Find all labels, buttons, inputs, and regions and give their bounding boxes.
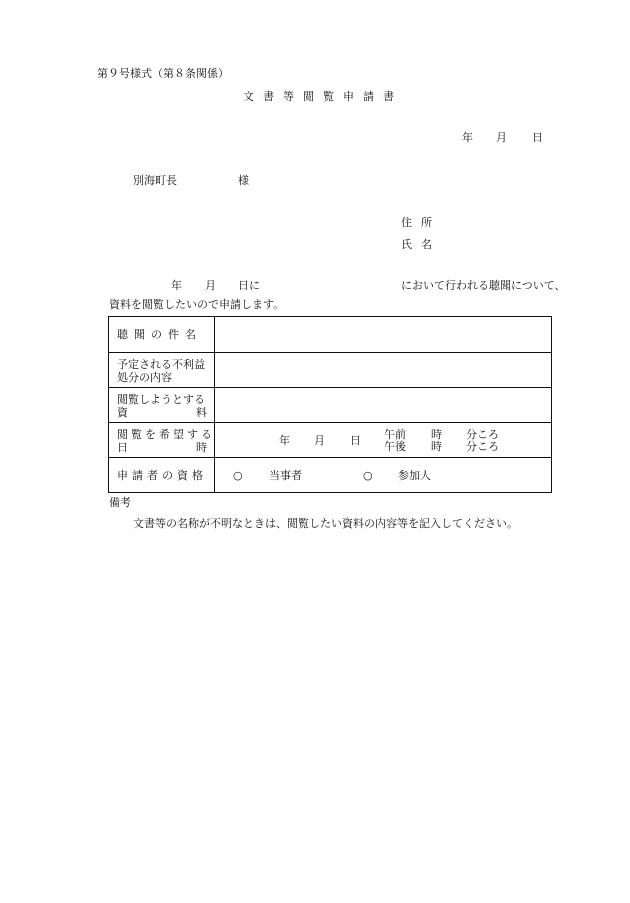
datetime-month: 月 — [314, 434, 325, 447]
datetime-approx-am: 分ころ — [466, 428, 499, 441]
label-materials-char1: 資 — [117, 406, 128, 419]
label-qualification: 申請者の資格 — [117, 469, 207, 482]
label-materials-line2 — [117, 407, 207, 418]
party-label: 当事者 — [269, 469, 302, 482]
participant-radio[interactable]: ○ — [363, 469, 373, 482]
datetime-hour-pm: 時 — [431, 440, 442, 453]
label-datetime-char2: 時 — [196, 441, 207, 454]
datetime-approx-pm: 分ころ — [466, 440, 499, 453]
datetime-year: 年 — [279, 434, 290, 447]
body-month: 月 — [205, 279, 216, 292]
request-table — [108, 316, 552, 493]
name-label: 氏名 — [401, 238, 441, 251]
body-line1-tail: において行われる聴聞について、 — [401, 279, 566, 292]
date-year: 年 — [462, 131, 473, 144]
datetime-am: 午前 — [384, 428, 406, 441]
date-day: 日 — [532, 131, 543, 144]
table-row — [109, 317, 551, 352]
party-radio[interactable]: ○ — [233, 469, 243, 482]
notes-text: 文書等の名称が不明なときは、閲覧したい資料の内容等を記入してください。 — [133, 517, 518, 530]
addressee-honorific: 様 — [238, 174, 249, 187]
participant-label: 参加人 — [398, 469, 431, 482]
table-label-cell — [109, 353, 215, 387]
table-row — [109, 352, 551, 387]
body-day: 日に — [238, 279, 260, 292]
materials-field[interactable] — [215, 388, 551, 422]
page-title: 文書等閲覧申請書 — [243, 90, 403, 103]
address-label: 住所 — [401, 216, 441, 229]
label-datetime-line2 — [117, 442, 207, 453]
body-year: 年 — [171, 279, 182, 292]
datetime-pm: 午後 — [384, 440, 406, 453]
label-disposition-line1: 予定される不利益 — [117, 358, 205, 371]
disposition-field[interactable] — [215, 353, 551, 387]
label-datetime-line1: 閲覧を希望する — [117, 428, 215, 441]
date-month: 月 — [496, 131, 507, 144]
notes-heading: 備考 — [109, 496, 131, 509]
table-label-cell — [109, 458, 215, 492]
table-row — [109, 457, 551, 492]
table-label-cell — [109, 317, 215, 352]
form-number: 第９号様式（第８条関係） — [97, 67, 229, 80]
table-label-cell — [109, 388, 215, 422]
label-hearing-subject: 聴聞の件名 — [117, 328, 202, 341]
label-materials-char2: 料 — [196, 406, 207, 419]
datetime-field[interactable] — [215, 423, 551, 457]
datetime-day: 日 — [350, 434, 361, 447]
hearing-subject-field[interactable] — [215, 317, 551, 352]
label-disposition-line2: 処分の内容 — [117, 371, 172, 384]
qualification-field — [215, 458, 551, 492]
label-datetime-char1: 日 — [117, 441, 128, 454]
datetime-hour-am: 時 — [431, 428, 442, 441]
addressee-name: 別海町長 — [133, 174, 177, 187]
label-materials-line1: 閲覧しようとする — [117, 393, 205, 406]
table-label-cell — [109, 423, 215, 457]
table-row — [109, 387, 551, 422]
table-row — [109, 422, 551, 457]
body-line2: 資料を閲覧したいので申請します。 — [109, 298, 285, 311]
